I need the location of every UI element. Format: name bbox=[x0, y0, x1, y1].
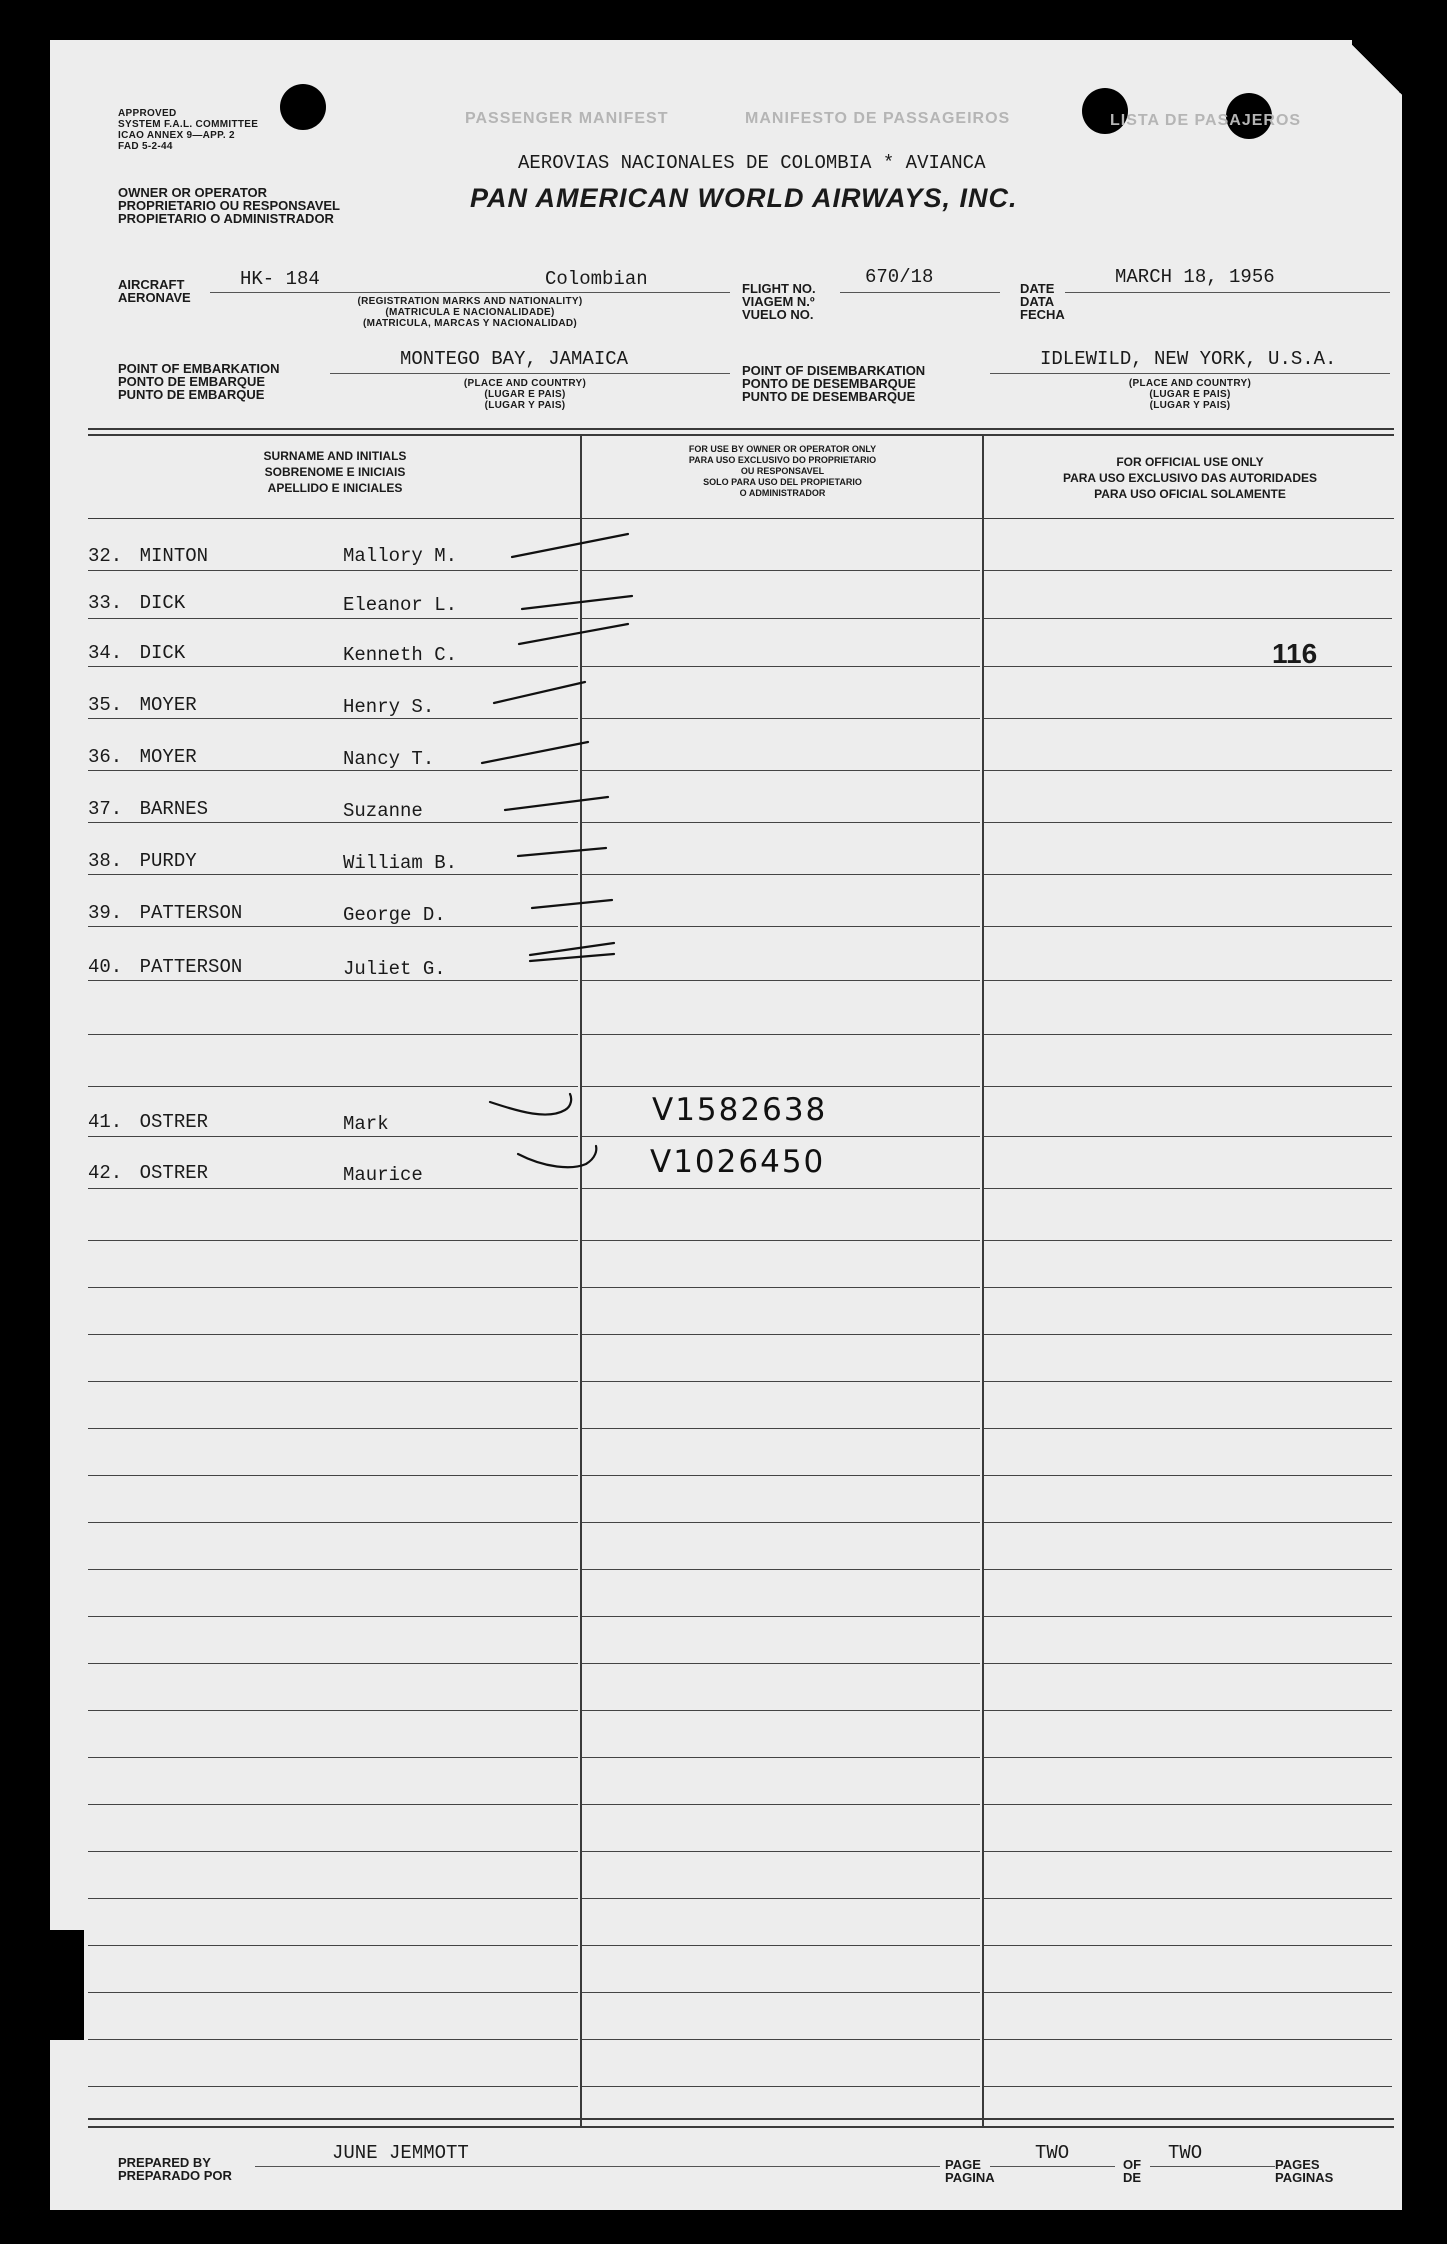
row-surname: PATTERSON bbox=[139, 956, 243, 978]
row-given: Eleanor L. bbox=[343, 594, 458, 616]
title-mid: MANIFESTO DE PASSAGEIROS bbox=[745, 110, 1011, 127]
row-number: 41. bbox=[88, 1111, 123, 1133]
row-number: 38. bbox=[88, 850, 123, 872]
prepared-label: PREPARED BY PREPARADO POR bbox=[118, 2155, 232, 2183]
row-given: Henry S. bbox=[343, 696, 435, 718]
row-surname: MOYER bbox=[139, 694, 197, 716]
row-given: Kenneth C. bbox=[343, 644, 458, 666]
embark-value: MONTEGO BAY, JAMAICA bbox=[400, 348, 629, 370]
row-given: Maurice bbox=[343, 1164, 423, 1186]
row-number: 39. bbox=[88, 902, 123, 924]
prepared-value: JUNE JEMMOTT bbox=[332, 2142, 469, 2164]
col-official-header: FOR OFFICIAL USE ONLY PARA USO EXCLUSIVO DAS AUTORIDADES PARA USO OFICIAL SOLAMENTE bbox=[1062, 455, 1318, 501]
embark-place-caption: (PLACE AND COUNTRY) (LUGAR E PAIS) (LUGAR Y PAIS) bbox=[463, 378, 587, 411]
row-number: 33. bbox=[88, 592, 123, 614]
row-surname: MOYER bbox=[139, 746, 197, 768]
stamp-number: 116 bbox=[1272, 638, 1318, 669]
row-number: 37. bbox=[88, 798, 123, 820]
pages-label: PAGES PAGINAS bbox=[1275, 2157, 1334, 2185]
nationality-value: Colombian bbox=[545, 268, 648, 290]
operator-line1: AEROVIAS NACIONALES DE COLOMBIA * AVIANCA bbox=[518, 152, 986, 174]
row-number: 42. bbox=[88, 1162, 123, 1184]
row-given: Nancy T. bbox=[343, 748, 435, 770]
col-surname-header: SURNAME AND INITIALS SOBRENOME E INICIAIS APELLIDO E INICIALES bbox=[263, 449, 407, 495]
row-given: Mark bbox=[343, 1113, 389, 1135]
row-given: Mallory M. bbox=[343, 545, 458, 567]
row-number: 34. bbox=[88, 642, 123, 664]
page-underline bbox=[990, 2166, 1115, 2167]
flight-label: FLIGHT NO. VIAGEM N.º VUELO NO. bbox=[742, 281, 816, 322]
row-surname: MINTON bbox=[139, 545, 209, 567]
visa-number-41: V1582638 bbox=[652, 1092, 828, 1128]
row-number: 36. bbox=[88, 746, 123, 768]
page-value: TWO bbox=[1035, 2142, 1070, 2164]
disembark-label: POINT OF DISEMBARKATION PONTO DE DESEMBARQUE PUNTO DE DESEMBARQUE bbox=[742, 363, 926, 404]
visa-number-42: V1026450 bbox=[650, 1144, 826, 1180]
owner-label: OWNER OR OPERATOR PROPRIETARIO OU RESPONSAVEL PROPIETARIO O ADMINISTRADOR bbox=[118, 185, 340, 226]
col-owner-header: FOR USE BY OWNER OR OPERATOR ONLY PARA USO EXCLUSIVO DO PROPRIETARIO OU RESPONSAVEL SOLO PARA USO DEL PROPIETARIO O ADMINISTRADOR bbox=[688, 444, 877, 498]
row-given: Suzanne bbox=[343, 800, 423, 822]
row-surname: DICK bbox=[139, 642, 186, 664]
flight-value: 670/18 bbox=[865, 266, 934, 288]
disembark-value: IDLEWILD, NEW YORK, U.S.A. bbox=[1040, 348, 1337, 370]
title-left: PASSENGER MANIFEST bbox=[465, 110, 669, 127]
title-right: LISTA DE PASAJEROS bbox=[1110, 112, 1302, 129]
prepared-underline bbox=[255, 2166, 940, 2167]
of-value: TWO bbox=[1168, 2142, 1203, 2164]
row-number: 40. bbox=[88, 956, 123, 978]
row-surname: PURDY bbox=[139, 850, 197, 872]
aircraft-value: HK- 184 bbox=[240, 268, 320, 290]
of-underline bbox=[1150, 2166, 1275, 2167]
row-number: 35. bbox=[88, 694, 123, 716]
registration-caption: (REGISTRATION MARKS AND NATIONALITY) (MATRICULA E NACIONALIDADE) (MATRICULA, MARCAS Y NACIONALIDAD) bbox=[357, 296, 583, 329]
row-number: 32. bbox=[88, 545, 123, 567]
page-label: PAGE PAGINA bbox=[945, 2157, 995, 2185]
row-surname: OSTRER bbox=[139, 1111, 209, 1133]
row-surname: BARNES bbox=[139, 798, 209, 820]
disembark-place-caption: (PLACE AND COUNTRY) (LUGAR E PAIS) (LUGAR Y PAIS) bbox=[1128, 378, 1252, 411]
row-given: George D. bbox=[343, 904, 446, 926]
operator-line2: PAN AMERICAN WORLD AIRWAYS, INC. bbox=[470, 183, 1018, 213]
approval-block: APPROVED SYSTEM F.A.L. COMMITTEE ICAO ANNEX 9—APP. 2 FAD 5-2-44 bbox=[118, 108, 259, 152]
date-label: DATE DATA FECHA bbox=[1020, 281, 1065, 322]
row-given: Juliet G. bbox=[343, 958, 446, 980]
row-surname: OSTRER bbox=[139, 1162, 209, 1184]
row-given: William B. bbox=[343, 852, 458, 874]
row-surname: DICK bbox=[139, 592, 186, 614]
embark-label: POINT OF EMBARKATION PONTO DE EMBARQUE PUNTO DE EMBARQUE bbox=[118, 361, 280, 402]
date-value: MARCH 18, 1956 bbox=[1115, 266, 1275, 288]
row-surname: PATTERSON bbox=[139, 902, 243, 924]
of-label: OF DE bbox=[1123, 2157, 1142, 2185]
aircraft-label: AIRCRAFT AERONAVE bbox=[118, 277, 191, 305]
